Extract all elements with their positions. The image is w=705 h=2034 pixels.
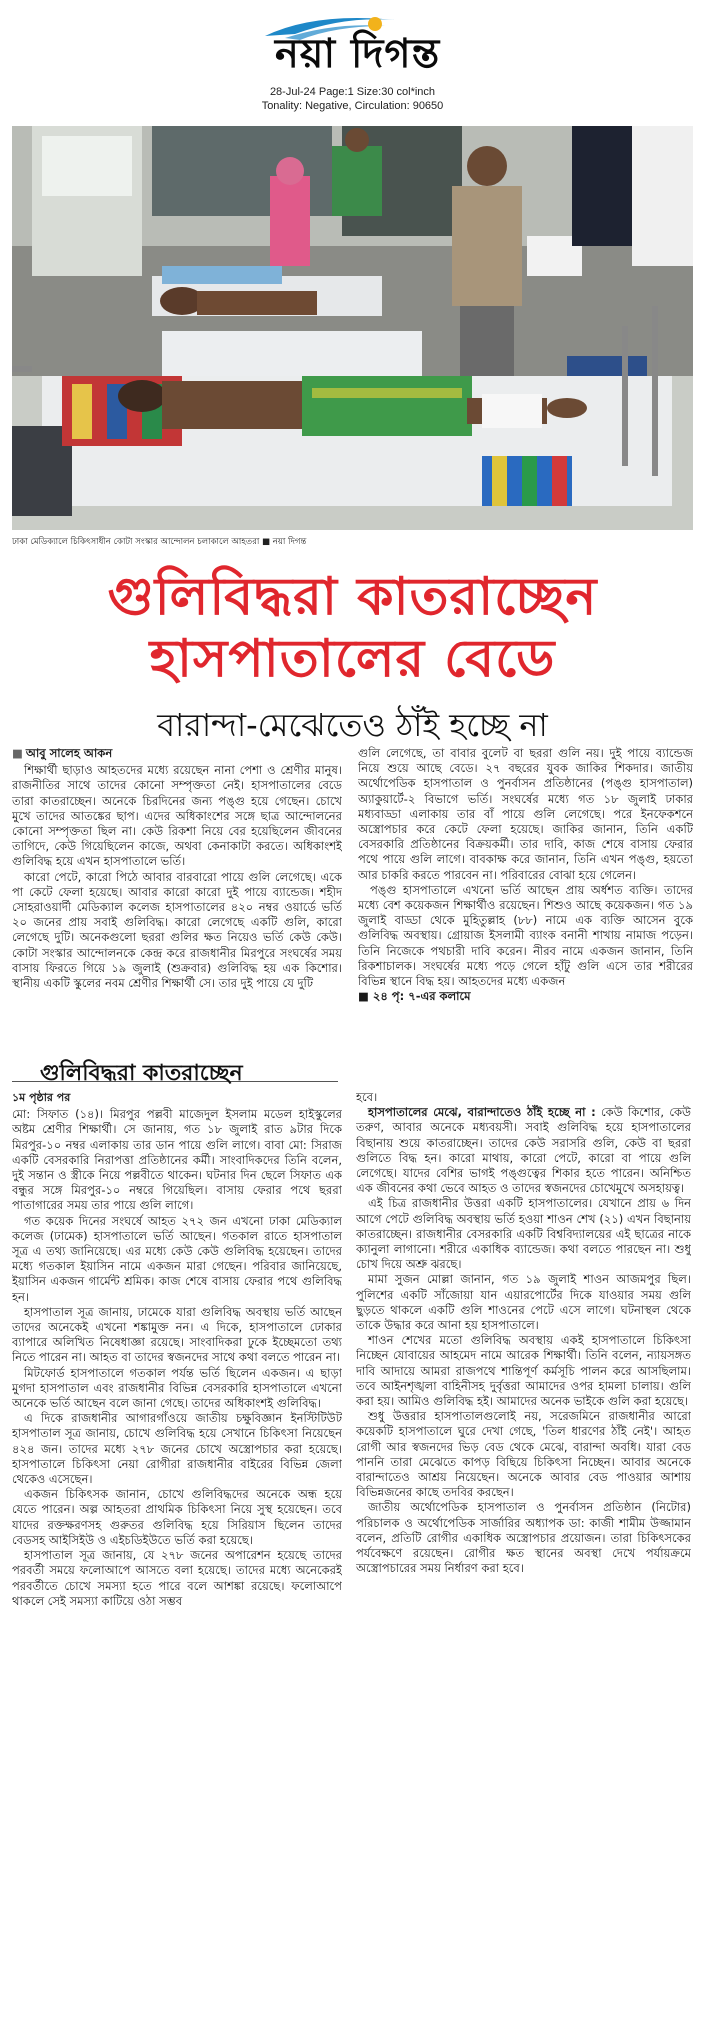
paragraph: শাওন শেখের মতো গুলিবিদ্ধ অবস্থায় একই হাসপাতালে চিকিৎসা নিচ্ছেন যোবায়ের আহমেদ নামে আরেক শিক্ষার্থী। তিনি বলেন, ন্যায়সঙ্গত দাবি আদায়ে আমরা রাজপথে শান্তিপূর্ণ কর্মসূচি পালন করে আসছিলাম। তবে আইনশৃঙ্খলা বাহিনীসহ দুর্বৃত্তরা আমাদের ওপর হামলা চালায়। গুলি করা হয়। আমিও গুলিবিদ্ধ হই। আমাদের অনেক ভাইকে গুলি করা হয়েছে। — [356, 1333, 691, 1409]
paragraph: কারো পেটে, কারো পিঠে আবার বারবারো পায়ে গুলি লেগেছে। একে পা কেটে ফেলা হয়েছে। আবার কারো কারো দুই পায়ে ব্যান্ডেজ। শহীদ সোহরাওয়ার্দী মেডিক্যাল কলেজ হাসপাতালের ৪২০ নম্বর ওয়ার্ডে ভর্তি ২০ জনের প্রায় সবাই গুলিবিদ্ধ। কারো লেগেছে একটি গুলি, কারো লেগেছে দুটি। অনেকগুলো ছররা গুলির ক্ষত নিয়েও ভর্তি কেউ কেউ। কোটা সংস্কার আন্দোলনকে কেন্দ্র করে রাজধানীর মিরপুরে সংঘর্ষের সময় বাসায় ফিরতে গিয়ে ১৯ জুলাই (শুক্রবার) গুলিবিদ্ধ হয় এক কিশোর। স্থানীয় একটি স্কুলের নবম শ্রেণীর শিক্ষার্থী সে। তার দুই পায়ে যে দুটি — [12, 869, 342, 991]
continuation-column-2 — [356, 1090, 691, 2025]
headline-line-1: গুলিবিদ্ধরা কাতরাচ্ছেন — [107, 567, 598, 627]
paragraph: একজন চিকিৎসক জানান, চোখে গুলিবিদ্ধদের অনেকে অন্ধ হয়ে যেতে পারেন। অল্প আহতরা প্রাথমিক চিকিৎসা নিয়ে সুস্থ হয়েছেন। তবে যাদের রক্তক্ষরণসহ গুরুতর গুলিবিদ্ধ হয়ে সিরিয়াস ছিলেন তাদের বেডসহ আইসিইউ ও এইচডিইউতে ভর্তি করা হয়েছে। — [12, 1487, 342, 1547]
continuation-headline: গুলিবিদ্ধরা কাতরাচ্ছেন — [40, 1061, 243, 1086]
continued-on-jump: ■ ২৪ পৃ: ৭-এর কলামে — [358, 989, 471, 1004]
headline-line-2: হাসপাতালের বেডে — [149, 629, 556, 689]
article-subheadline: বারান্দা-মেঝেতেও ঠাঁই হচ্ছে না — [157, 706, 548, 744]
paragraph: এই চিত্র রাজধানীর উত্তরা একটি হাসপাতালের। যেখানে প্রায় ৬ দিন আগে পেটে গুলিবিদ্ধ অবস্থায় ভর্তি হওয়া শাওন শেখ (২১) এখন বিছানায় কাতরাচ্ছেন। রাজধানীর বেসরকারি একটি বিশ্ববিদ্যালয়ের এই ছাত্রের নাকে ক্যানুলা লাগানো। শরীরে একাধিক ব্যান্ডেজ। কথা বলতে পারছেন না। শুধু চোখ দিয়ে অশ্রু ঝরছে। — [356, 1196, 691, 1272]
subsection-lead: হাসপাতালের মেঝে, বারান্দাতেও ঠাঁই হচ্ছে না : — [368, 1105, 596, 1120]
byline-bullet-icon: ■ — [12, 746, 23, 760]
byline — [12, 746, 342, 761]
paragraph: শিক্ষার্থী ছাড়াও আহতদের মধ্যে রয়েছেন নানা পেশা ও শ্রেণীর মানুষ। রাজনীতির সাথে তাদের কোনো সম্পৃক্ততা নেই। হাসপাতালের বেডে তারা কাতরাচ্ছেন। অনেকে চিরদিনের জন্য পঙ্গু হয়ে গেছেন। চোখে মুখে তাদের আতঙ্কের ছাপ। এদের অধিকাংশের সঙ্গে ছাত্র আন্দোলনের কোনো সম্পৃক্ততা ছিল না। কেউ রিকশা নিয়ে বের হয়েছিলেন জীবনের তাগিদে, কেউ গিয়েছিলেন কাজে, অথবা কেনাকাটা করতে। অধিকাংশই গুলিবিদ্ধ হয়ে এখন হাসপাতালে ভর্তি। — [12, 763, 342, 869]
clipping-meta-date: 28-Jul-24 Page:1 Size:30 col*inch — [269, 86, 436, 98]
article-headline — [12, 566, 693, 690]
front-column-1 — [12, 746, 342, 1042]
paragraph: গুলি লেগেছে, তা বাবার বুলেট বা ছররা গুলি নয়। দুই পায়ে ব্যান্ডেজ নিয়ে শুয়ে আছে বেডে। ২৭ বছরের যুবক জাকির শিকদার। জাতীয় অর্থোপেডিক হাসপাতাল ও পুনর্বাসন প্রতিষ্ঠানের (পঙ্গু হাসপাতাল) অ্যাকুয়ার্টে-২ বিভাগে ভর্তি। সংঘর্ষের মধ্যে গত ১৮ জুলাই ঢাকার মধ্যবাড্ডা এলাকায় তার বাঁ পায়ে গুলি লেগেছে। পরে ইনফেকশনে অস্ত্রোপচার করে কেটে ফেলা হয়েছে। জাকির জানান, তিনি একটি বেসরকারি প্রতিষ্ঠানের বিক্রয়কর্মী। তার দাবি, কাজ শেষে বাসায় ফেরার পথে পায়ে গুলি লাগে। বাবকাক্ষ করে জানান, তিনি এখন পঙ্গু, হয়তো আর চাকরি করতে পারবেন না। পরিবারের বোঝা হয়ে গেলেন। — [358, 746, 693, 882]
paragraph: এ দিকে রাজধানীর আগারগাঁওয়ে জাতীয় চক্ষুবিজ্ঞান ইনস্টিটিউট হাসপাতাল সূত্র জানায়, চোখে গুলিবিদ্ধ হয়ে সেখানে চিকিৎসা নিয়েছেন ৪২৪ জন। তাদের মধ্যে ২৭৮ জনের চোখে অস্ত্রোপচার করা হয়েছে। হাসপাতালে চিকিৎসা নেয়া রোগীরা রাজধানীর বাইরের বিভিন্ন জেলা থেকেও এসেছেন। — [12, 1411, 342, 1487]
paragraph: মামা সুজন মোল্লা জানান, গত ১৯ জুলাই শাওন আজমপুর ছিল। পুলিশের একটি সাঁজোয়া যান এয়ারপোর্টের দিকে যাওয়ার সময় গুলি ছুড়তে থাকলে একটি গুলি শাওনের পেটে এসে লাগে। ঘটনাস্থল থেকে তাকে উদ্ধার করে আনা হয় হাসপাতালে। — [356, 1272, 691, 1333]
paragraph: হবে। — [356, 1090, 378, 1104]
logo-wordmark: নয়া দিগন্ত — [275, 30, 441, 77]
paragraph: মিটফোর্ড হাসপাতালে গতকাল পর্যন্ত ভর্তি ছিলেন একজন। এ ছাড়া মুগদা হাসপাতাল এবং রাজধানীর বিভিন্ন বেসরকারি হাসপাতালে এখনো অনেকে ভর্তি আছেন বলে জানা গেছে। তাদের অধিকাংশই গুলিবিদ্ধ। — [12, 1365, 342, 1411]
continued-from-label: ১ম পৃষ্ঠার পর — [12, 1091, 71, 1104]
hospital-ward-photo — [12, 126, 693, 530]
byline-name: আবু সালেহ আকন — [25, 746, 113, 760]
paragraph: মো: সিফাত (১৪)। মিরপুর পল্লবী মাজেদুল ইসলাম মডেল হাইস্কুলের অষ্টম শ্রেণীর শিক্ষার্থী। সে জানায়, গত ১৮ জুলাই রাত ৯টার দিকে মিরপুর-১০ নম্বর এলাকায় তার ডান পায়ে গুলি লাগে। বাবা মো: সিরাজ একটি বেসরকারি নিরাপত্তা প্রতিষ্ঠানের কর্মী। সাংবাদিকদের তিনি বলেন, দুই সন্তান ও স্ত্রীকে নিয়ে পল্লবীতে থাকেন। ঘটনার দিন ছেলে সিফাত এক বন্ধুর সঙ্গে মিরপুর-১০ নম্বরে গিয়েছিল। বাসায় ফেরার পথে ছররা পাতাগারের সময় তার পায়ে গুলি লাগে। — [12, 1107, 342, 1213]
photo-caption: ঢাকা মেডিক্যালে চিকিৎসাধীন কোটা সংস্কার আন্দোলন চলাকালে আহতরা ■ নয়া দিগন্ত — [12, 537, 307, 547]
paragraph: জাতীয় অর্থোপেডিক হাসপাতাল ও পুনর্বাসন প্রতিষ্ঠান (নিটোর) পরিচালক ও অর্থোপেডিক সার্জারির অধ্যাপক ডা: কাজী শামীম উজ্জামান বলেন, প্রতিটি রোগীর একাধিক অস্ত্রোপচার প্রয়োজন। তারা চিকিৎসকের পর্যবেক্ষণে রয়েছেন। রোগীর ক্ষত স্থানের অবস্থা দেখে পর্যায়ক্রমে অস্ত্রোপচারের সময় নির্ধারণ করা হবে। — [356, 1500, 691, 1576]
paragraph: হাসপাতাল সূত্র জানায়, যে ২৭৮ জনের অপারেশন হয়েছে তাদের পরবর্তী সময়ে ফলোআপে আসতে বলা হয়েছে। তাদের মধ্যে অনেকেরই পরবর্তীতে চোখে সমস্যা হতে পারে বলে আশঙ্কা রয়েছে। ফলোআপে থাকলে সেই সমস্যা কাটিয়ে ওঠা সম্ভব — [12, 1548, 342, 1608]
continuation-column-1 — [12, 1090, 342, 2025]
photo-illustration — [12, 126, 693, 530]
paragraph: হাসপাতালের মেঝে, বারান্দাতেও ঠাঁই হচ্ছে না : কেউ কিশোর, কেউ তরুণ, আবার অনেকে মধ্যবয়সী। সবাই গুলিবিদ্ধ হয়ে হাসপাতালের বিছানায় শুয়ে কাতরাচ্ছেন। তাদের কেউ সরাসরি গুলি, কেউ বা ছররা গুলিতে বিদ্ধ হন। কারো মাথায়, কারো পেটে, কারো বা পায়ে গুলি লেগেছে। যাদের বেশির ভাগই পঙ্গুত্বের শিকার হতে পারেন। অনিশ্চিত এক জীবনের কথা ভেবে আহত ও তাদের স্বজনদের চোখেমুখে অসহায়ত্ব। — [356, 1105, 691, 1196]
paragraph: গত কয়েক দিনের সংঘর্ষে আহত ২৭২ জন এখনো ঢাকা মেডিক্যাল কলেজ (ঢামেক) হাসপাতালে ভর্তি আছেন। গতকাল রাতে হাসপাতাল সূত্র এ তথ্য জানিয়েছে। এর মধ্যে কেউ কেউ গুলিবিদ্ধ হয়েছেন। তাদের মধ্যে গতকাল ইয়াসিন নামে একজন মারা গেছেন। পরিবার জানিয়েছে, ইয়াসিন একজন গার্মেন্ট শ্রমিক। কাজ শেষে বাসায় ফেরার পথে গুলিবিদ্ধ হন। — [12, 1213, 342, 1304]
front-column-2 — [358, 746, 693, 1042]
clipping-meta-tonality: Tonality: Negative, Circulation: 90650 — [261, 100, 444, 112]
paragraph: শুধু উত্তরার হাসপাতালগুলোই নয়, সরেজমিনে রাজধানীর আরো কয়েকটি হাসপাতালে ঘুরে দেখা গেছে, 'তিল ধারণের ঠাঁই নেই'। আহত রোগী আর স্বজনদের ভিড় বেড থেকে মেঝে, বারান্দা অবধি। যারা বেড পাননি তারা মেঝেতে কাপড় বিছিয়ে চিকিৎসা নিচ্ছেন। আবার অনেকে বারান্দাতেও আশ্রয় নিয়েছেন। অনেকে আবার বেড পাওয়ার আশায় বিভিন্নজনের কাছে তদবির করছেন। — [356, 1409, 691, 1500]
paragraph: পঙ্গু হাসপাতালে এখনো ভর্তি আছেন প্রায় অর্ধশত ব্যক্তি। তাদের মধ্যে বেশ কয়েকজন শিক্ষার্থীও রয়েছেন। শিশুও আছে কয়েকজন। গত ১৯ জুলাই বাড্ডা থেকে মুহিতুল্লাহ (৮৮) নামে এক ব্যক্তি আসেন বুকে গুলিবিদ্ধ অবস্থায়। গ্রোয়াজ ইসলামী ব্যাংক বনানী শাখায় নামাজ পড়েন। তিনি নিজেকে পথচারী দাবি করেন। নীরব নামে একজন জানান, তিনি রিকশাচালক। সংঘর্ষের মধ্যে পড়ে গেলে হাঁটু গুলি এসে তার শরীরের বিভিন্ন স্থানে বিদ্ধ হয়। আহতদের মধ্যে একজন — [358, 882, 693, 989]
newspaper-logo — [225, 14, 485, 77]
masthead — [0, 0, 705, 120]
paragraph: হাসপাতাল সূত্র জানায়, ঢামেকে যারা গুলিবিদ্ধ অবস্থায় ভর্তি আছেন তাদের অনেকেই এখনো শঙ্কামুক্ত নন। এ দিকে, হাসপাতালে ঢোকার ব্যাপারে অলিখিত নিষেধাজ্ঞা রয়েছে। সাংবাদিকরা ঢুকে ইচ্ছেমতো তথ্য নিতে পারেন না। আহত বা তাদের স্বজনদের সাথে কথা বলতে পারেন না। — [12, 1304, 342, 1365]
